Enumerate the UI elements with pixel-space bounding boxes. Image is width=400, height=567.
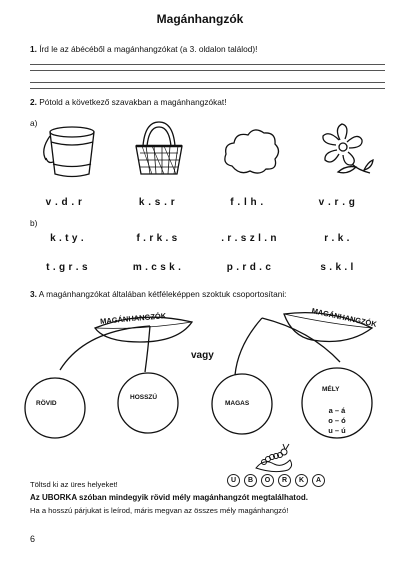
uborka-letter-6: A [312,474,325,487]
word-a-2[interactable]: k . s . r [138,197,176,208]
basket-icon [128,120,190,178]
leaf-left-label: MAGÁNHANGZÓK [99,311,167,326]
cherry-hosszu [118,373,178,433]
uborka-letter-1: U [227,474,240,487]
task-2-text: Pótold a következő szavakban a magánhangzókat! [39,97,227,107]
leaf-right-label: MAGÁNHANGZÓK [310,306,378,329]
uborka-circles [227,474,325,487]
pair-u: u – ú [328,426,346,435]
task-3 [30,289,286,299]
word-b-7[interactable]: p . r d . c [226,262,272,273]
task-2-number: 2. [30,97,37,107]
word-a-3[interactable]: f . l h . [230,197,264,208]
word-b-8[interactable]: s . k . l [320,262,354,273]
fill-instruction: Töltsd ki az üres helyeket! [30,480,118,489]
stem-left-1 [60,326,150,370]
uborka-letter-5: K [295,474,308,487]
word-b-5[interactable]: t . g r . s [46,262,88,273]
writing-line-3[interactable] [30,82,385,83]
word-a-4[interactable]: v . r . g [318,197,356,208]
caterpillar-icon [252,440,300,474]
part-a-label: a) [30,118,38,128]
word-b-3[interactable]: . r . s z l . n [221,233,277,244]
uborka-letter-4: R [278,474,291,487]
task-2 [30,97,227,107]
vagy-label: vagy [191,350,214,361]
bucket-icon [38,122,100,180]
mely-pairs [325,406,349,436]
uborka-letter-2: B [244,474,257,487]
page-title: Magánhangzók [156,12,244,26]
writing-line-4[interactable] [30,88,385,89]
cherry-rovid [25,378,85,438]
magas-label: MAGAS [225,400,250,407]
word-a-1[interactable]: v . d . r [45,197,83,208]
word-b-4[interactable]: r . k . [324,233,350,244]
uborka-sentence: Az UBORKA szóban mindegyik rövid mély magánhangzót megtalálhatod. [30,493,308,502]
stem-right-1 [235,318,262,375]
pair-o: o – ó [328,416,346,425]
page-number: 6 [30,534,36,544]
pair-a: a – á [328,406,346,415]
uborka-letter-3: O [261,474,274,487]
cloud-icon [220,124,282,182]
stem-right-2 [262,318,340,362]
word-b-6[interactable]: m . c s k . [132,262,182,273]
word-b-1[interactable]: k . t y . [50,233,84,244]
last-sentence: Ha a hosszú párjukat is leírod, máris megvan az összes mély magánhangzó! [30,506,289,515]
task-1-text: Írd le az ábécéből a magánhangzókat (a 3. oldalon találod)! [39,44,258,54]
word-b-2[interactable]: f . r k . s [136,233,178,244]
task-1-number: 1. [30,44,37,54]
stem-left-2 [145,326,150,372]
mely-label: MÉLY [322,386,340,393]
task-3-number: 3. [30,289,37,299]
writing-line-1[interactable] [30,64,385,65]
writing-line-2[interactable] [30,70,385,71]
hosszu-label: HOSSZÚ [130,394,158,401]
task-1 [30,44,257,54]
rovid-label: RÖVID [36,400,57,407]
task-3-text: A magánhangzókat általában kétféleképpen szoktuk csoportosítani: [38,289,287,299]
part-b-label: b) [30,218,38,228]
flower-icon [312,120,374,178]
